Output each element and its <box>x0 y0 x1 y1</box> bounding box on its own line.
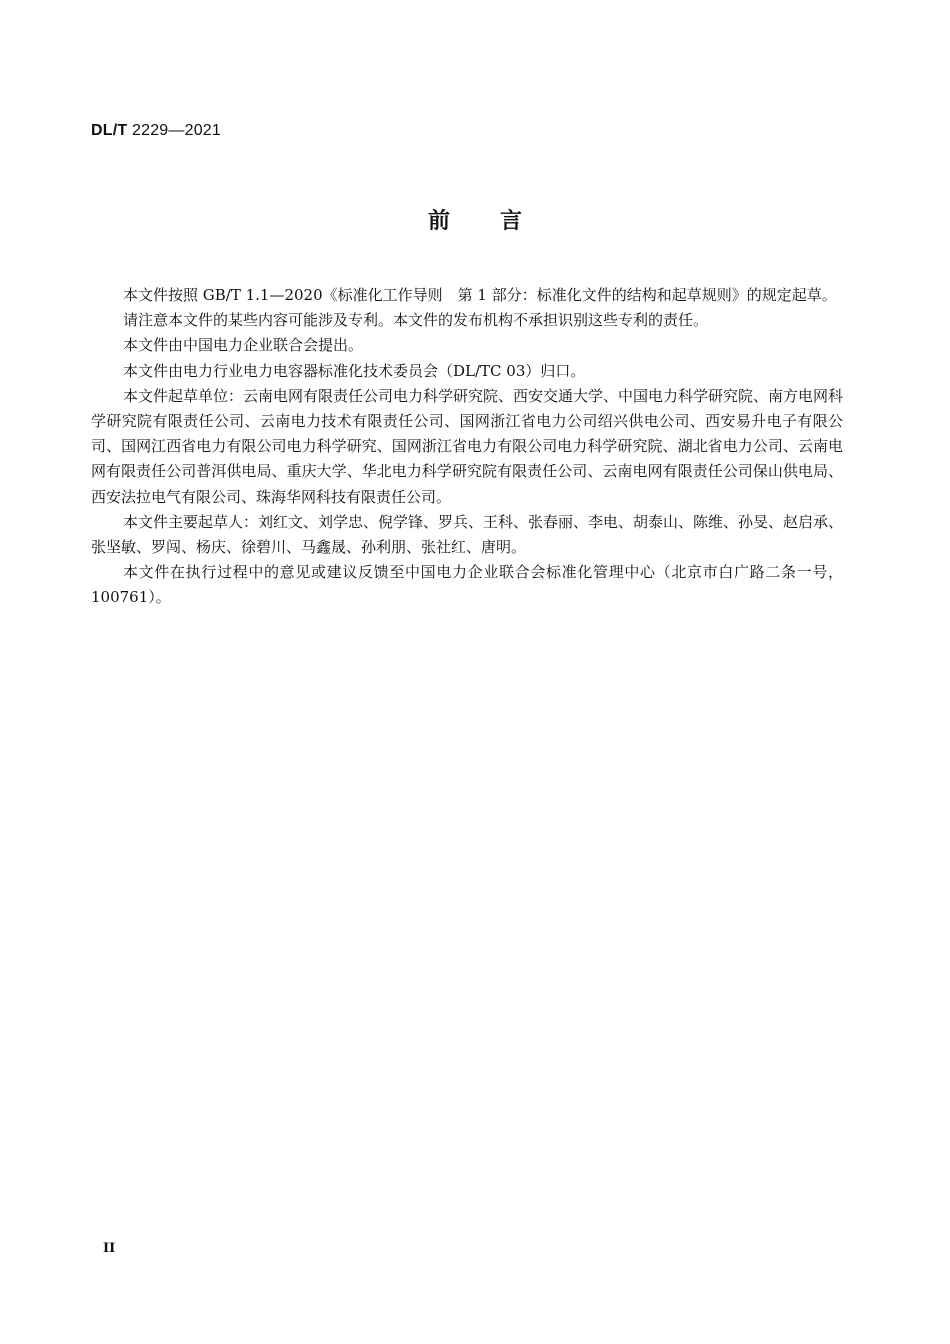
document-code <box>91 122 221 140</box>
paragraph-feedback: 本文件在执行过程中的意见或建议反馈至中国电力企业联合会标准化管理中心（北京市白广路二条一号，100761）。 <box>91 563 843 607</box>
paragraph-proposer: 本文件由中国电力企业联合会提出。 <box>123 336 364 355</box>
paragraph-committee: 本文件由电力行业电力电容器标准化技术委员会（DL/TC 03）归口。 <box>123 361 586 380</box>
foreword-body <box>91 283 843 611</box>
document-code-prefix: DL/T <box>91 122 128 139</box>
paragraph-drafting-rules: 本文件按照 GB/T 1.1—2020《标准化工作导则 第 1 部分：标准化文件的结构和起草规则》的规定起草。 <box>123 286 837 304</box>
document-code-number: 2229—2021 <box>127 122 221 139</box>
paragraph-patent-notice: 请注意本文件的某些内容可能涉及专利。本文件的发布机构不承担识别这些专利的责任。 <box>123 311 709 330</box>
page-number: II <box>103 1241 116 1256</box>
page-title: 前言 <box>427 209 572 234</box>
paragraph-drafters: 本文件主要起草人：刘红文、刘学忠、倪学锋、罗兵、王科、张春丽、李电、胡泰山、陈维、孙旻、赵启承、张坚敏、罗闯、杨庆、徐碧川、马鑫晟、孙利朋、张社红、唐明。 <box>91 512 844 557</box>
paragraph-drafting-units: 本文件起草单位：云南电网有限责任公司电力科学研究院、西安交通大学、中国电力科学研究院、南方电网科学研究院有限责任公司、云南电力技术有限责任公司、国网浙江省电力公司绍兴供电公司、西安易升电子有限公司、国网江西省电力有限公司电力科学研究、国网浙江省电力有限公司电力科学研究院、湖北省电力公司、云南电网有限责任公司普洱供电局、重庆大学、华北电力科学研究院有限责任公司、云南电网有限责任公司保山供电局、西安法拉电气有限公司、珠海华网科技有限责任公司。 <box>91 386 844 506</box>
